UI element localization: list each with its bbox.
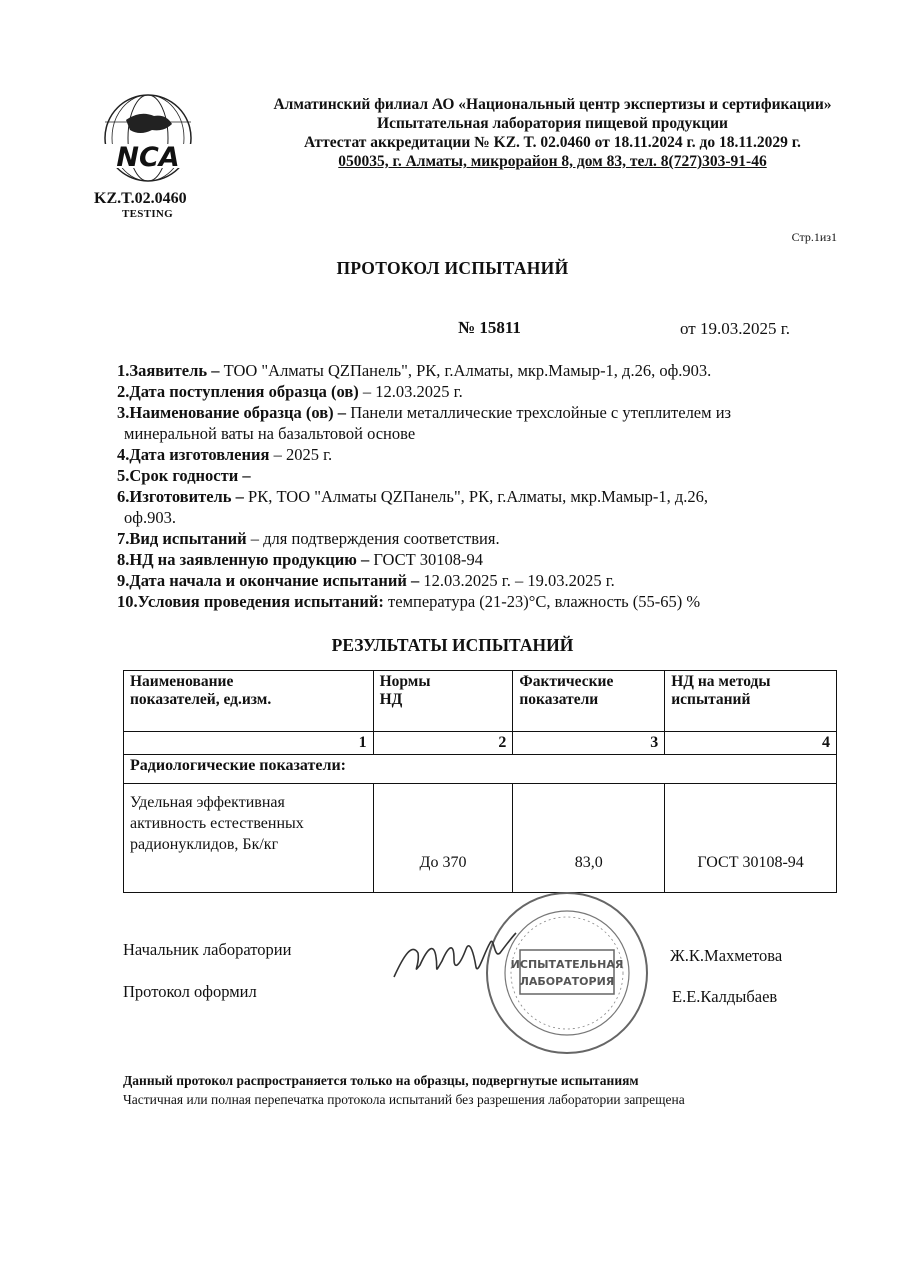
page-number: Стр.1из1 [791,230,837,244]
actual-value: 83,0 [513,784,665,893]
detail-item: 8.НД на заявленную продукцию – ГОСТ 30108-94 [117,550,484,569]
section-title: Радиологические показатели: [124,755,837,784]
column-number: 2 [373,732,513,755]
document-title: ПРОТОКОЛ ИСПЫТАНИЙ [336,258,569,278]
detail-item: 9.Дата начала и окончание испытаний – 12.03.2025 г. – 19.03.2025 г. [117,571,615,590]
section-row [124,755,837,784]
detail-item: 10.Условия проведения испытаний: температура (21-23)°С, влажность (55-65) % [117,592,701,611]
header-line-2: Испытательная лаборатория пищевой продукции [377,115,728,132]
signature-role: Начальник лаборатории [123,940,292,959]
signature-role: Протокол оформил [123,982,257,1001]
organization-header [210,95,895,171]
header-line-1: Алматинский филиал АО «Национальный центр экспертизы и сертификации» [273,96,832,113]
svg-text:ЛАБОРАТОРИЯ: ЛАБОРАТОРИЯ [519,975,615,988]
column-number: 1 [124,732,374,755]
table-row [124,784,837,893]
nca-logo [92,92,204,197]
header-cell: Наименование показателей, ед.изм. [124,671,374,732]
footer-note-bold: Данный протокол распространяется только на образцы, подвергнутые испытаниям [123,1073,639,1088]
svg-text:ИСПЫТАТЕЛЬНАЯ: ИСПЫТАТЕЛЬНАЯ [510,958,624,971]
header-cell: НД на методы испытаний [665,671,837,732]
method-value: ГОСТ 30108-94 [665,784,837,893]
detail-item: 3.Наименование образца (ов) – Панели металлические трехслойные с утеплителем из минеральной ваты на базальтовой основе [117,403,732,443]
svg-text:NCA: NCA [116,142,180,173]
detail-item: 6.Изготовитель – РК, ТОО "Алматы QZПанель", РК, г.Алматы, мкр.Мамыр-1, д.26, оф.903. [117,487,709,527]
signatory-name: Ж.К.Махметова [670,946,783,965]
indicator-name: Удельная эффективная активность естественных радионуклидов, Бк/кг [124,784,374,893]
column-number: 3 [513,732,665,755]
header-cell: Нормы НД [373,671,513,732]
column-number: 4 [665,732,837,755]
protocol-date: от 19.03.2025 г. [680,319,791,338]
signature [390,925,520,995]
header-address: 050035, г. Алматы, микрорайон 8, дом 83, тел. 8(727)303-91-46 [338,153,767,170]
protocol-details [117,360,817,612]
table-header-row [124,671,837,732]
footer-note: Частичная или полная перепечатка протокола испытаний без разрешения лаборатории запрещена [123,1092,685,1107]
results-table [123,670,837,893]
detail-item: 5.Срок годности – [117,466,251,485]
detail-item: 2.Дата поступления образца (ов) – 12.03.2025 г. [117,382,463,401]
results-title: РЕЗУЛЬТАТЫ ИСПЫТАНИЙ [331,635,574,655]
norm-value: До 370 [373,784,513,893]
header-cell: Фактические показатели [513,671,665,732]
detail-item: 4.Дата изготовления – 2025 г. [117,445,333,464]
header-line-3: Аттестат аккредитации № KZ. T. 02.0460 от 18.11.2024 г. до 18.11.2029 г. [304,134,801,151]
column-number-row [124,732,837,755]
protocol-number: № 15811 [458,318,521,337]
accreditation-number: KZ.T.02.0460 [94,190,187,207]
detail-item: 1.Заявитель – ТОО "Алматы QZПанель", РК, г.Алматы, мкр.Мамыр-1, д.26, оф.903. [117,361,712,380]
detail-item: 7.Вид испытаний – для подтверждения соответствия. [117,529,500,548]
signatory-name: Е.Е.Калдыбаев [672,987,778,1006]
testing-caption: TESTING [122,208,174,220]
